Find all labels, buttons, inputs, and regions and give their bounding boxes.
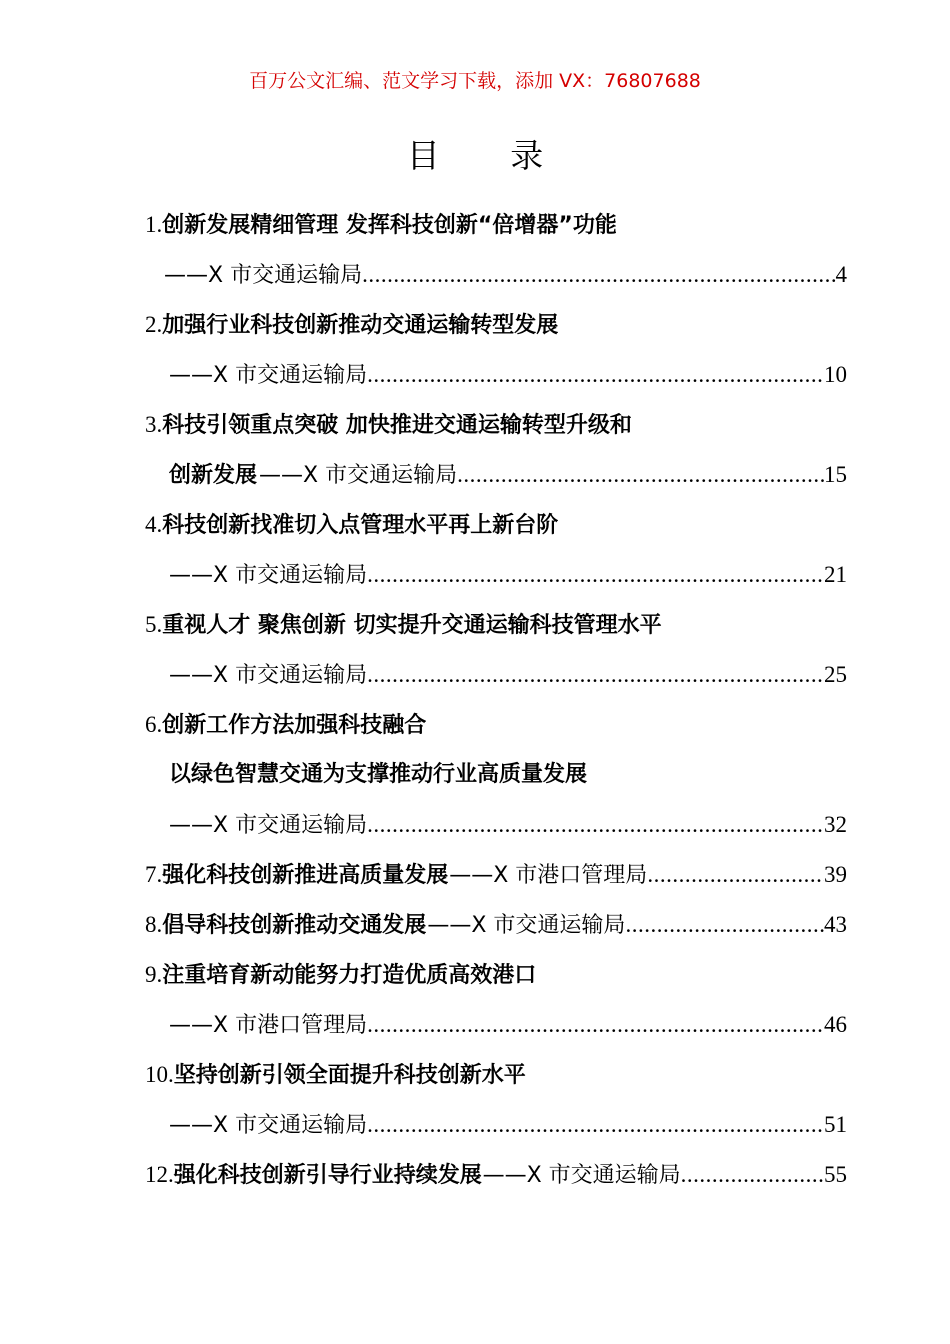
- toc-line: [145, 950, 847, 1000]
- dot-leader: [367, 1000, 824, 1050]
- page-number: 25: [824, 662, 847, 687]
- entry-title: 加强行业科技创新推动交通运输转型发展: [162, 313, 559, 338]
- toc-line: [145, 1100, 847, 1150]
- entry-author: ——X 市交通运输局: [169, 663, 368, 688]
- entry-author: ——X 市港口管理局: [449, 863, 648, 888]
- toc-line: [145, 550, 847, 600]
- toc-line: [145, 650, 847, 700]
- entry-title: 科技引领重点突破 加快推进交通运输转型升级和: [162, 413, 632, 438]
- entry-author: ——X 市交通运输局: [169, 1113, 368, 1138]
- entry-author: ——X 市交通运输局: [164, 263, 363, 288]
- entry-number: 2.: [145, 312, 163, 337]
- toc-line: [145, 850, 847, 900]
- entry-title: 强化科技创新推进高质量发展: [162, 863, 449, 888]
- page-number: 15: [824, 462, 847, 487]
- entry-number: 9.: [145, 962, 163, 987]
- dot-leader: [367, 650, 824, 700]
- toc-entry: [145, 900, 847, 950]
- entry-author: ——X 市交通运输局: [427, 913, 626, 938]
- page-number: 51: [824, 1112, 847, 1137]
- entry-number: 5.: [145, 612, 163, 637]
- toc-line: [145, 600, 847, 650]
- entry-number: 1.: [145, 212, 163, 237]
- toc-line: [145, 1150, 847, 1200]
- entry-title: 坚持创新引领全面提升科技创新水平: [173, 1063, 526, 1088]
- entry-author: ——X 市交通运输局: [259, 463, 458, 488]
- dot-leader: [457, 450, 824, 500]
- toc-line: [145, 200, 847, 250]
- dot-leader: [367, 550, 824, 600]
- toc-line: [145, 300, 847, 350]
- dot-leader: [681, 1150, 824, 1200]
- toc-line: [145, 1050, 847, 1100]
- dot-leader: [625, 900, 824, 950]
- toc-entry: [145, 500, 847, 600]
- toc-line: [145, 450, 847, 500]
- toc-entry: [145, 300, 847, 400]
- entry-author: ——X 市港口管理局: [169, 1013, 368, 1038]
- entry-number: 6.: [145, 712, 163, 737]
- entry-title: 科技创新找准切入点管理水平再上新台阶: [162, 513, 559, 538]
- toc-entry: [145, 200, 847, 300]
- toc-line: [145, 350, 847, 400]
- page-number: 4: [835, 262, 847, 287]
- entry-number: 12.: [145, 1162, 174, 1187]
- page-number: 39: [824, 862, 847, 887]
- page-title: 目 录: [406, 136, 574, 175]
- entry-title: 注重培育新动能努力打造优质高效港口: [162, 963, 537, 988]
- dot-leader: [367, 1100, 824, 1150]
- toc-entry: [145, 600, 847, 700]
- toc-entry: [145, 1150, 847, 1200]
- toc-line: [145, 500, 847, 550]
- entry-title: 强化科技创新引导行业持续发展: [173, 1163, 482, 1188]
- toc-entry: [145, 700, 847, 850]
- toc-line: [145, 250, 847, 300]
- dot-leader: [362, 250, 835, 300]
- entry-author: ——X 市交通运输局: [482, 1163, 681, 1188]
- toc-entry: [145, 1050, 847, 1150]
- page-number: 10: [824, 362, 847, 387]
- toc-line: [145, 1000, 847, 1050]
- entry-author: ——X 市交通运输局: [169, 563, 368, 588]
- table-of-contents: [145, 200, 847, 1200]
- toc-line: [145, 900, 847, 950]
- entry-number: 7.: [145, 862, 163, 887]
- entry-author: ——X 市交通运输局: [169, 813, 368, 838]
- dot-leader: [367, 350, 824, 400]
- dot-leader: [367, 800, 824, 850]
- dot-leader: [647, 850, 824, 900]
- entry-author: ——X 市交通运输局: [169, 363, 368, 388]
- entry-title: 重视人才 聚焦创新 切实提升交通运输科技管理水平: [162, 613, 662, 638]
- entry-title: 创新发展精细管理 发挥科技创新“倍增器”功能: [162, 213, 617, 238]
- entry-number: 3.: [145, 412, 163, 437]
- toc-entry: [145, 850, 847, 900]
- page-number: 21: [824, 562, 847, 587]
- entry-number: 10.: [145, 1062, 174, 1087]
- toc-line: [145, 700, 847, 750]
- toc-line: [145, 750, 847, 800]
- page-number: 32: [824, 812, 847, 837]
- entry-title: 倡导科技创新推动交通发展: [162, 913, 427, 938]
- toc-line: [145, 800, 847, 850]
- toc-entry: [145, 400, 847, 500]
- toc-entry: [145, 950, 847, 1050]
- entry-number: 8.: [145, 912, 163, 937]
- toc-line: [145, 400, 847, 450]
- entry-number: 4.: [145, 512, 163, 537]
- entry-title: 以绿色智慧交通为支撑推动行业高质量发展: [169, 762, 588, 787]
- page-number: 46: [824, 1012, 847, 1037]
- page-number: 43: [824, 912, 847, 937]
- watermark-header: 百万公文汇编、范文学习下载，添加 VX：76807688: [249, 70, 701, 92]
- page-number: 55: [824, 1162, 847, 1187]
- entry-title: 创新发展: [169, 463, 258, 488]
- entry-title: 创新工作方法加强科技融合: [162, 713, 427, 738]
